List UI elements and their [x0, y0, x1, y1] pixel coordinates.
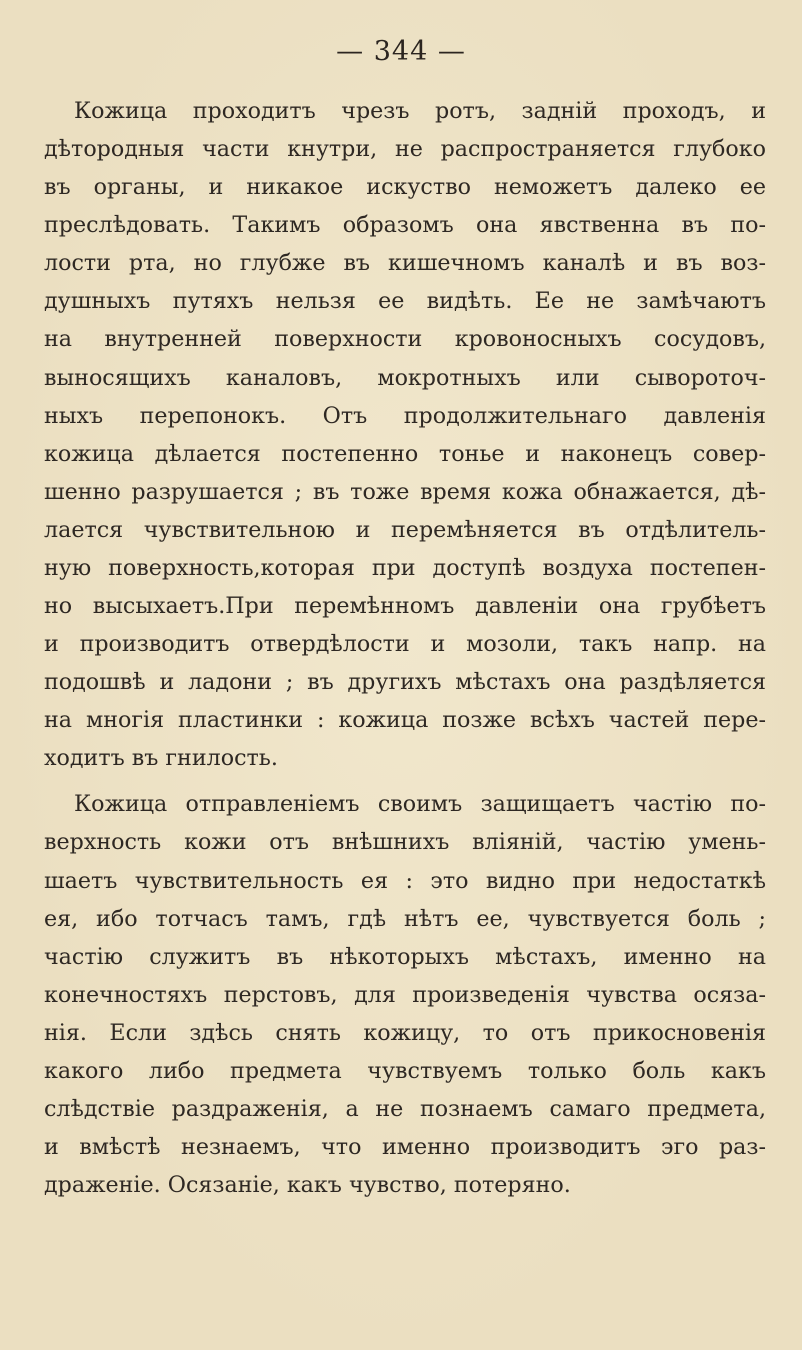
text-line: ходитъ въ гнилость.: [44, 745, 278, 772]
text-line: шенно разрушается ; въ тоже время кожа обнажается, дѣ-: [44, 478, 766, 505]
text-line: шаетъ чувствительность ея : это видно при недостаткѣ: [44, 867, 766, 894]
text-line: конечностяхъ перстовъ, для произведенiя чувства осяза-: [44, 981, 766, 1008]
text-line: на внутренней поверхности кровоносныхъ сосудовъ,: [44, 326, 766, 353]
text-line: но высыхаетъ.При перемѣнномъ давленiи она грубѣетъ: [44, 593, 766, 620]
text-line: ную поверхность,которая при доступѣ воздуха постепен-: [44, 554, 766, 581]
text-line: ея, ибо тотчасъ тамъ, гдѣ нѣтъ ее, чувствуется боль ;: [44, 905, 766, 932]
paragraph-2: [44, 785, 766, 1204]
text-line: какого либо предмета чувствуемъ только боль какъ: [44, 1057, 766, 1084]
text-line: частiю служитъ въ нѣкоторыхъ мѣстахъ, именно на: [44, 943, 766, 970]
text-line: лается чувствительною и перемѣняется въ отдѣлитель-: [44, 516, 766, 543]
text-line: Кожица проходитъ чрезъ ротъ, заднiй проходъ, и: [74, 98, 766, 124]
body-text: [44, 92, 766, 1204]
text-line: лости рта, но глубже въ кишечномъ каналѣ и въ воз-: [44, 250, 766, 277]
text-line: преслѣдовать. Такимъ образомъ она явственна въ по-: [44, 212, 766, 239]
text-line: Кожица отправленiемъ своимъ защищаетъ частiю по-: [74, 791, 766, 818]
page-number: — 344 —: [336, 36, 466, 67]
text-line: дѣтородныя части кнутри, не распространяется глубоко: [44, 136, 766, 163]
text-line: подошвѣ и ладони ; въ другихъ мѣстахъ она раздѣляется: [44, 669, 766, 696]
text-line: нiя. Если здѣсь снять кожицу, то отъ прикосновенiя: [44, 1019, 766, 1046]
text-line: драженiе. Осязанiе, какъ чувство, потеряно.: [44, 1172, 571, 1199]
paragraph-gap: [44, 777, 766, 785]
text-line: на многiя пластинки : кожица позже всѣхъ частей пере-: [44, 707, 766, 734]
text-line: душныхъ путяхъ нельзя ее видѣть. Ее не замѣчаютъ: [44, 288, 766, 315]
text-line: въ органы, и никакое искуство неможетъ далеко ее: [44, 174, 766, 201]
text-line: и вмѣстѣ незнаемъ, что именно производитъ эго раз-: [44, 1134, 766, 1161]
paragraph-1: [44, 92, 766, 777]
text-line: ныхъ перепонокъ. Отъ продолжительнаго давленiя: [44, 402, 766, 429]
text-line: кожица дѣлается постепенно тоньe и наконецъ совер-: [44, 440, 766, 467]
text-line: слѣдствiе раздраженiя, а не познаемъ самаго предмета,: [44, 1096, 766, 1123]
text-line: и производитъ отвердѣлости и мозоли, такъ напр. на: [44, 631, 766, 658]
text-line: верхность кожи отъ внѣшнихъ влiянiй, частiю умень-: [44, 829, 766, 856]
text-line: выносящихъ каналовъ, мокротныхъ или сывороточ-: [44, 364, 766, 391]
